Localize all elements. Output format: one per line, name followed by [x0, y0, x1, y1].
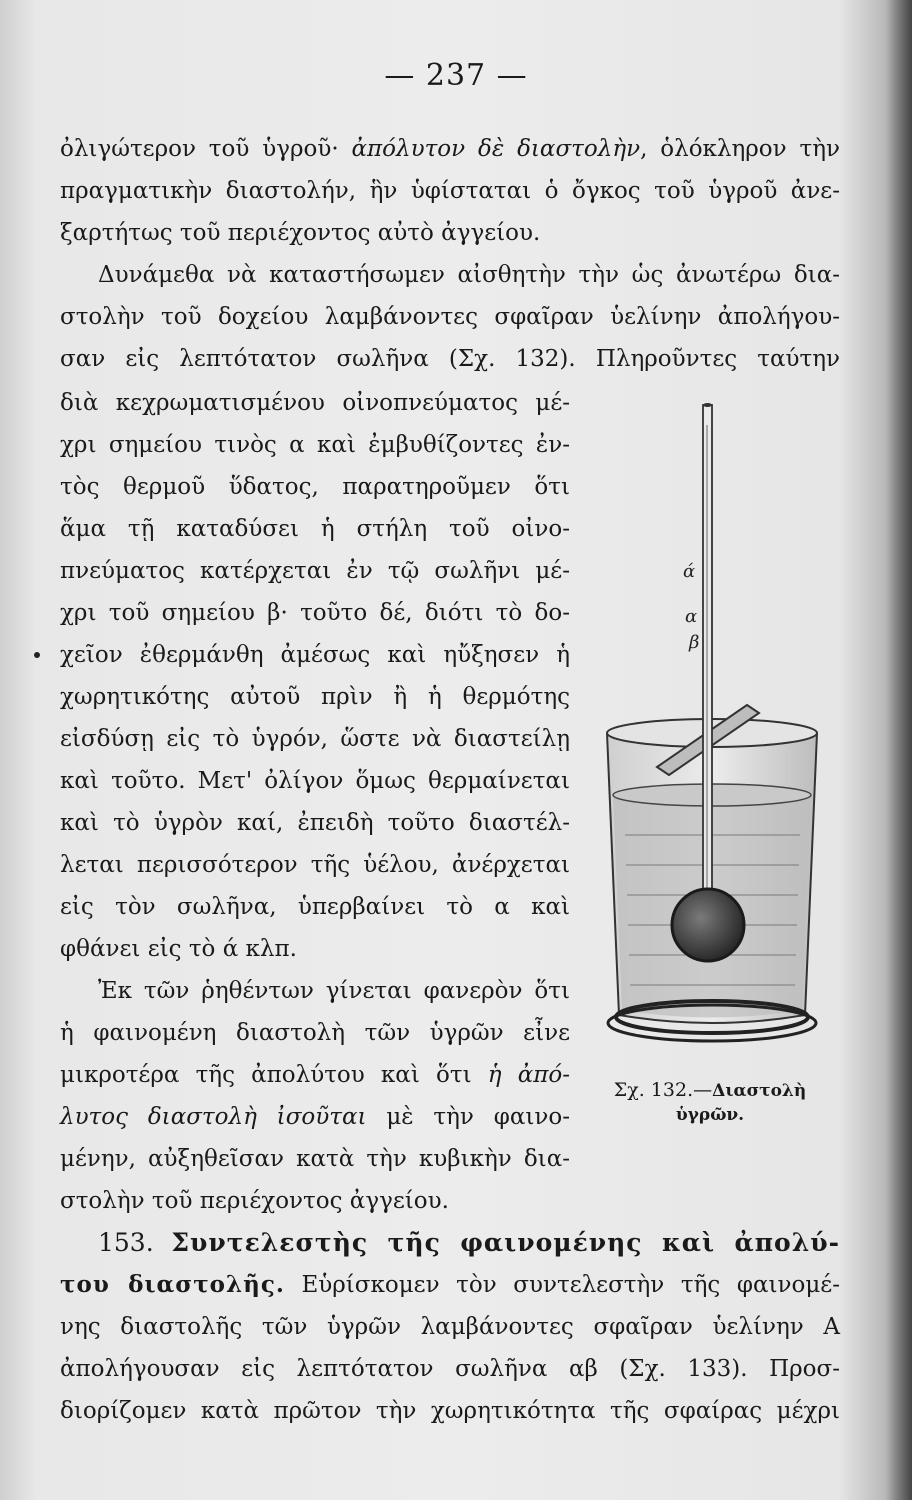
text-line-9: τὸς θερμοῦ ὕδατος, παρατηροῦμεν ὅτι	[60, 474, 570, 500]
text-line-31: διορίζομεν κατὰ πρῶτον τὴν χωρητικότητα τῆς σφαίρας μέχρι	[60, 1398, 840, 1424]
label-a-prime: ά	[683, 561, 696, 582]
text-line-8: χρι σημείου τινὸς α καὶ ἐμβυθίζοντες ἐν-	[60, 432, 570, 458]
text-line-26: στολὴν τοῦ περιέχοντος ἀγγείου.	[60, 1188, 449, 1214]
page-number: — 237 —	[384, 58, 528, 93]
text-line-14: χωρητικότης αὐτοῦ πρὶν ἢ ἡ θερμότης	[60, 684, 570, 710]
label-a: α	[685, 606, 698, 627]
text-line-6: σαν εἰς λεπτότατον σωλῆνα (Σχ. 132). Πληροῦντες ταύτην	[60, 346, 840, 372]
text-line-15: εἰσδύσῃ εἰς τὸ ὑγρόν, ὥστε νὰ διαστείλῃ	[60, 726, 570, 752]
text-line-18: λεται περισσότερον τῆς ὑέλου, ἀνέρχεται	[60, 852, 570, 878]
text-line-25: μένην, αὐξηθεῖσαν κατὰ τὴν κυβικὴν δια-	[60, 1146, 570, 1172]
text-line-16: καὶ τοῦτο. Μετ' ὀλίγον ὅμως θερμαίνεται	[60, 768, 570, 794]
text-line-10: ἅμα τῇ καταδύσει ἡ στήλη τοῦ οἰνο-	[60, 516, 570, 542]
figure-caption	[585, 1078, 835, 1127]
text-line-1: ὀλιγώτερον τοῦ ὑγροῦ· ἀπόλυτον δὲ διαστολὴν, ὁλόκληρον τὴν	[60, 136, 840, 162]
text-line-5: στολὴν τοῦ δοχείου λαμβάνοντες σφαῖραν ὑελίνην ἀπολήγου-	[60, 304, 840, 330]
figure-132-illustration	[595, 395, 830, 1055]
text-line-24: λυτος διαστολὴ ἰσοῦται μὲ τὴν φαινο-	[60, 1104, 570, 1130]
caption-line-1: Σχ. 132.—Διαστολὴ	[613, 1079, 807, 1101]
text-line-29: νης διαστολῆς τῶν ὑγρῶν λαμβάνοντες σφαῖραν ὑελίνην Α	[60, 1314, 840, 1340]
text-line-28: του διαστολῆς. Εὑρίσκομεν τὸν συντελεστὴν τῆς φαινομέ-	[60, 1271, 840, 1298]
margin-mark	[34, 652, 40, 658]
text-line-4: Δυνάμεθα νὰ καταστήσωμεν αἰσθητὴν τὴν ὡς ἀνωτέρω δια-	[98, 262, 840, 288]
text-line-22: ἡ φαινομένη διαστολὴ τῶν ὑγρῶν εἶνε	[60, 1020, 570, 1046]
section-heading-153: 153. Συντελεστὴς τῆς φαινομένης καὶ ἀπολύ-	[98, 1228, 840, 1257]
text-line-30: ἀπολήγουσαν εἰς λεπτότατον σωλῆνα αβ (Σχ. 133). Προσ-	[60, 1356, 840, 1382]
text-line-21: Ἐκ τῶν ῥηθέντων γίνεται φανερὸν ὅτι	[98, 978, 570, 1004]
text-line-19: εἰς τὸν σωλῆνα, ὑπερβαίνει τὸ α καὶ	[60, 894, 570, 920]
text-line-23: μικροτέρα τῆς ἀπολύτου καὶ ὅτι ἡ ἀπό-	[60, 1062, 571, 1088]
text-line-17: καὶ τὸ ὑγρὸν καί, ἐπειδὴ τοῦτο διαστέλ-	[60, 810, 570, 836]
text-line-2: πραγματικὴν διαστολήν, ἣν ὑφίσταται ὁ ὄγκος τοῦ ὑγροῦ ἀνε-	[60, 178, 840, 204]
page-gutter-shadow	[886, 0, 912, 1500]
text-line-7: διὰ κεχρωματισμένου οἰνοπνεύματος μέ-	[60, 390, 570, 416]
text-line-20: φθάνει εἰς τὸ ά κλπ.	[60, 936, 297, 962]
text-line-11: πνεύματος κατέρχεται ἐν τῷ σωλῆνι μέ-	[60, 558, 570, 584]
label-b: β	[689, 632, 700, 653]
text-line-12: χρι τοῦ σημείου β· τοῦτο δέ, διότι τὸ δο-	[60, 600, 570, 626]
text-line-3: ξαρτήτως τοῦ περιέχοντος αὐτὸ ἀγγείου.	[60, 220, 541, 246]
text-line-13: χεῖον ἐθερμάνθη ἀμέσως καὶ ηὔξησεν ἡ	[60, 642, 570, 668]
caption-line-2: ὑγρῶν.	[675, 1105, 745, 1125]
